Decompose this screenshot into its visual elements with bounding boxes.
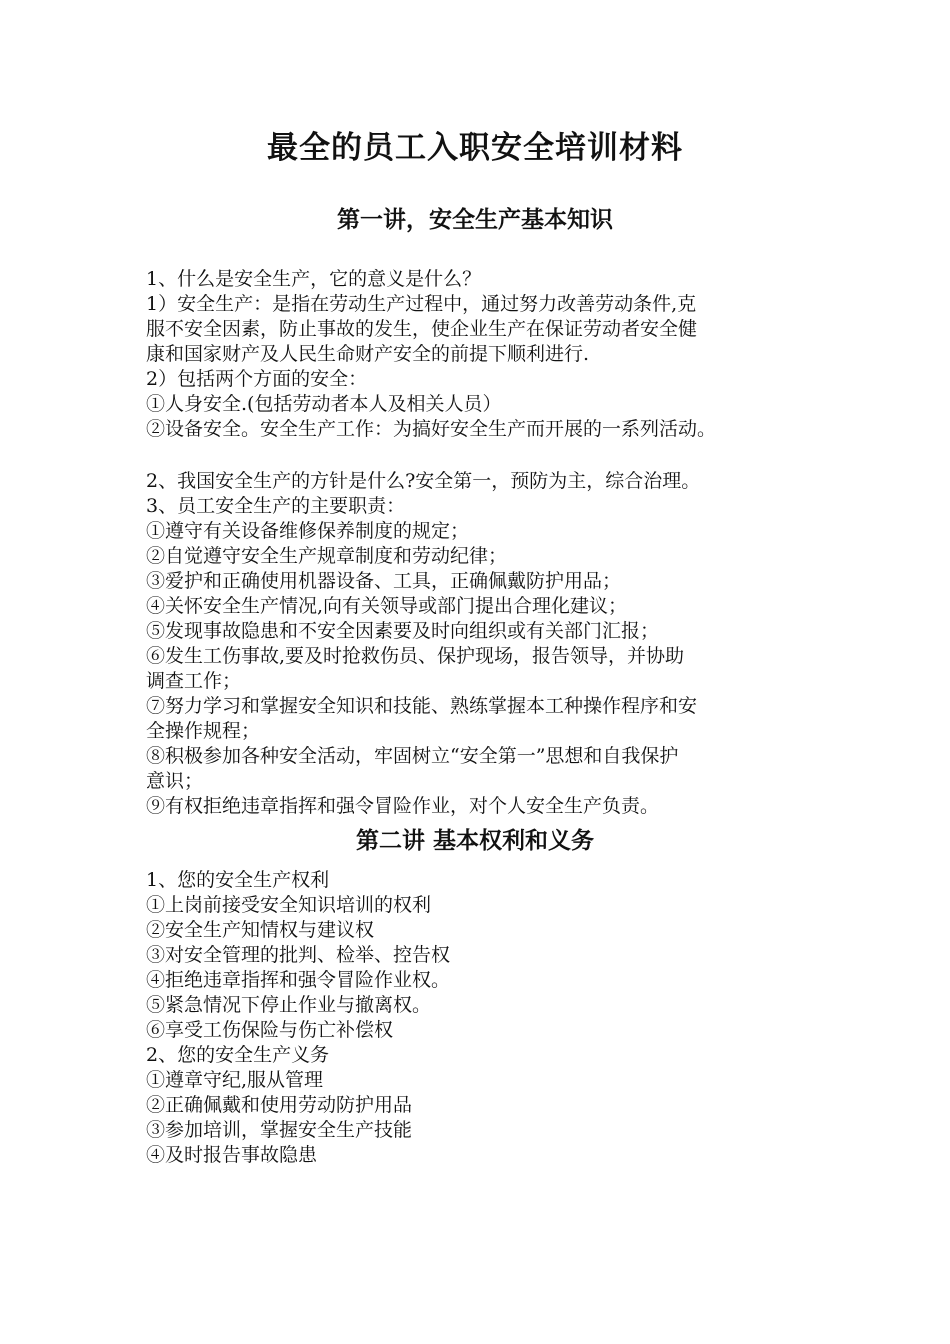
text-line: ②安全生产知情权与建议权 xyxy=(146,919,375,941)
text-line: ②设备安全。安全生产工作：为搞好安全生产而开展的一系列活动。 xyxy=(146,418,717,440)
text-line: ②正确佩戴和使用劳动防护用品 xyxy=(146,1094,413,1116)
document-title: 最全的员工入职安全培训材料 xyxy=(267,130,683,166)
text-line: ④及时报告事故隐患 xyxy=(146,1144,318,1166)
text-line: ⑥发生工伤事故,要及时抢救伤员、保护现场，报告领导，并协助 xyxy=(146,645,685,667)
text-line: 2）包括两个方面的安全： xyxy=(146,368,368,390)
text-line: ③爱护和正确使用机器设备、工具，正确佩戴防护用品； xyxy=(146,570,622,592)
text-line: ④关怀安全生产情况,向有关领导或部门提出合理化建议； xyxy=(146,595,628,617)
text-line: 2、我国安全生产的方针是什么?安全第一，预防为主，综合治理。 xyxy=(146,470,701,492)
text-line: 1、您的安全生产权利 xyxy=(146,869,330,891)
text-line: 1、什么是安全生产，它的意义是什么？ xyxy=(146,268,482,290)
text-line: ⑧积极参加各种安全活动，牢固树立“安全第一”思想和自我保护 xyxy=(146,745,679,767)
text-line: ⑥享受工伤保险与伤亡补偿权 xyxy=(146,1019,394,1041)
section-1-part-b xyxy=(146,469,826,819)
text-line: 意识； xyxy=(146,770,204,792)
section-2-heading: 第二讲 基本权利和义务 xyxy=(355,827,594,854)
section-2-lines xyxy=(146,868,826,1168)
text-line: ⑤紧急情况下停止作业与撤离权。 xyxy=(146,994,432,1016)
text-line: 康和国家财产及人民生命财产安全的前提下顺利进行. xyxy=(146,343,590,365)
text-line: 全操作规程； xyxy=(146,720,261,742)
text-line: ⑦努力学习和掌握安全知识和技能、熟练掌握本工种操作程序和安 xyxy=(146,695,698,717)
text-line: ⑤发现事故隐患和不安全因素要及时向组织或有关部门汇报； xyxy=(146,620,660,642)
text-line: 调查工作； xyxy=(146,670,242,692)
section-1-heading: 第一讲，安全生产基本知识 xyxy=(337,206,613,233)
text-line: ③参加培训，掌握安全生产技能 xyxy=(146,1119,413,1141)
text-line: ③对安全管理的批判、检举、控告权 xyxy=(146,944,451,966)
text-line: ①人身安全.(包括劳动者本人及相关人员） xyxy=(146,393,502,415)
text-line: ⑨有权拒绝违章指挥和强令冒险作业，对个人安全生产负责。 xyxy=(146,795,660,817)
text-line: ①遵守有关设备维修保养制度的规定； xyxy=(146,520,470,542)
text-line: ②自觉遵守安全生产规章制度和劳动纪律； xyxy=(146,545,508,567)
text-line: 1）安全生产：是指在劳动生产过程中，通过努力改善劳动条件,克 xyxy=(146,293,697,315)
text-line: ④拒绝违章指挥和强令冒险作业权。 xyxy=(146,969,451,991)
text-line: 服不安全因素，防止事故的发生，使企业生产在保证劳动者安全健 xyxy=(146,318,698,340)
text-line: ①遵章守纪,服从管理 xyxy=(146,1069,324,1091)
section-1-part-a xyxy=(146,267,826,442)
text-line: ①上岗前接受安全知识培训的权利 xyxy=(146,894,432,916)
text-line: 2、您的安全生产义务 xyxy=(146,1044,330,1066)
text-line: 3、员工安全生产的主要职责： xyxy=(146,495,406,517)
